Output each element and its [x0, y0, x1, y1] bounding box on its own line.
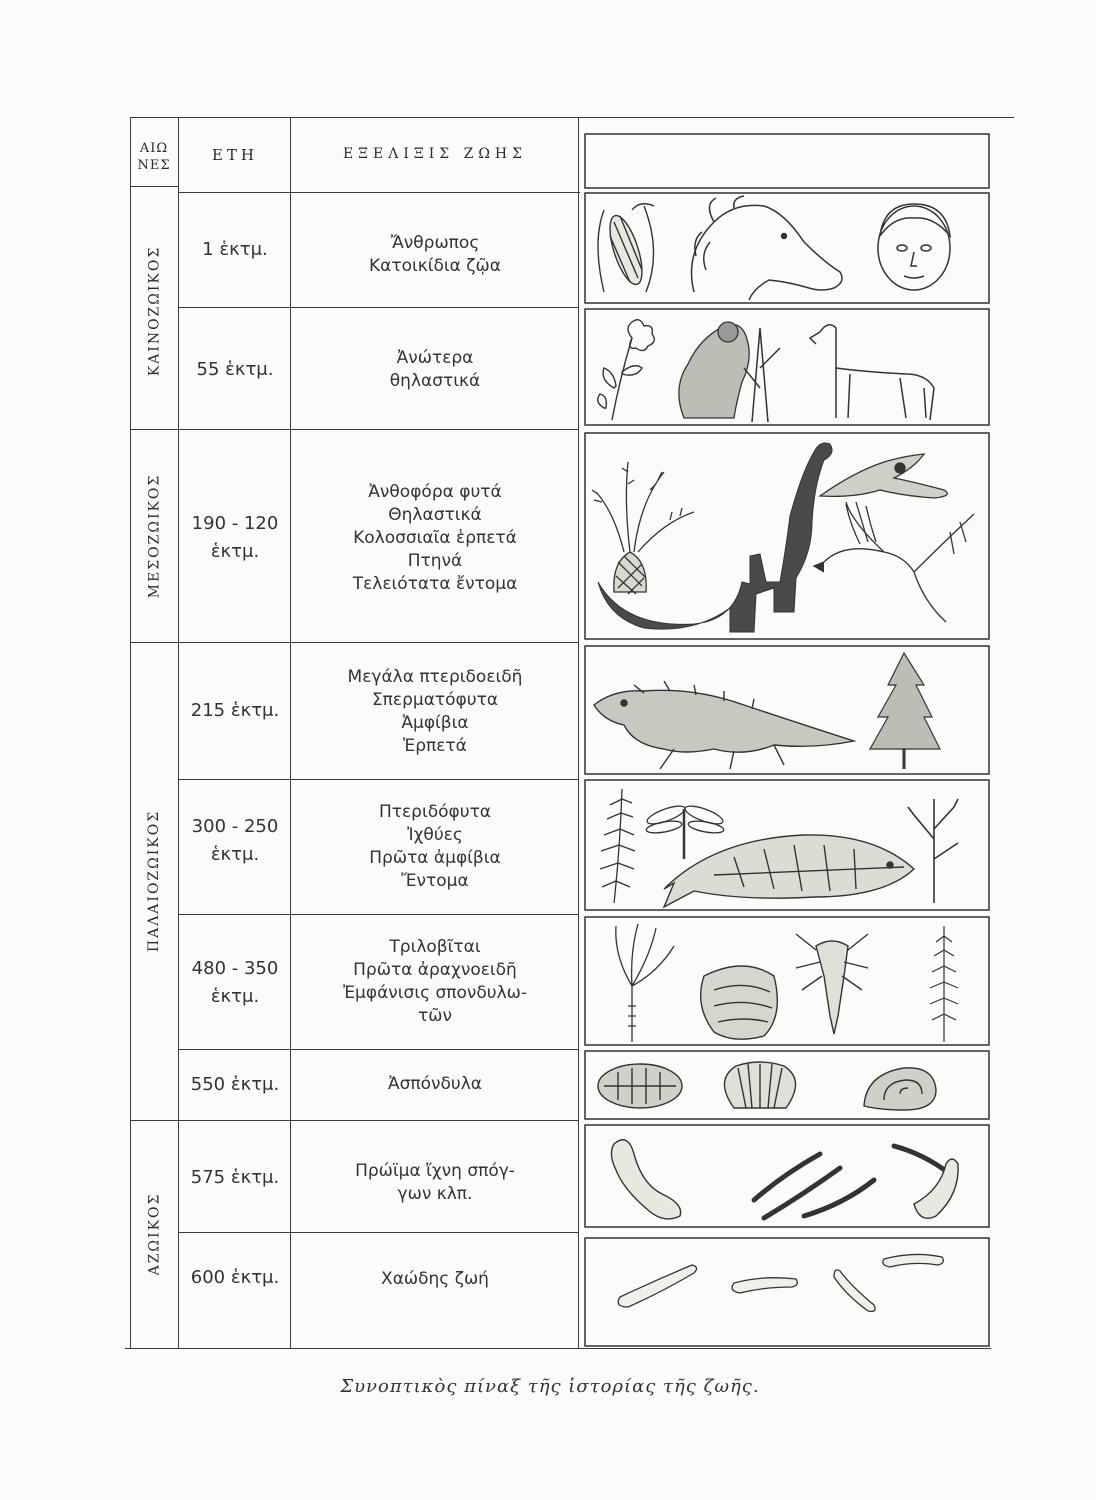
evolution-cell: [292, 666, 578, 758]
row-separator: [178, 429, 578, 430]
evolution-text: τῶν: [418, 1006, 452, 1026]
years-cell: [180, 356, 290, 384]
years-text: 190 - 120: [191, 513, 279, 534]
years-text: ἑκτμ.: [210, 986, 260, 1007]
cycad-icon: [592, 462, 694, 594]
evolution-text: Πρῶτα ἀραχνοειδῆ: [353, 960, 517, 980]
header-evolution: ΕΞΕΛΙΞΙΣ ΖΩΗΣ: [342, 146, 528, 162]
dinosaur-icon: [598, 443, 832, 632]
years-cell: [180, 1264, 290, 1292]
pterosaur-icon: [820, 454, 947, 498]
row-separator: [178, 307, 578, 308]
years-text: 550 ἑκτμ.: [190, 1074, 280, 1095]
caption: Συνοπτικὸς πίναξ τῆς ἱστορίας τῆς ζωῆς.: [340, 1376, 760, 1397]
tree-icon: [744, 328, 780, 422]
years-text: 215 ἑκτμ.: [190, 700, 280, 721]
table-top-rule: [130, 117, 1014, 118]
fern-icon: [600, 789, 635, 903]
row-separator: [178, 1120, 578, 1121]
evolution-text: Ἐμφάνισις σπονδυλω-: [342, 983, 528, 1003]
years-text: 600 ἑκτμ.: [190, 1267, 280, 1288]
evolution-text: Ἀσπόνδυλα: [387, 1074, 483, 1094]
scallop-icon: [724, 1062, 795, 1108]
aeon-right-border: [178, 117, 179, 1348]
years-cell: [180, 697, 290, 725]
worm-icon: [611, 1140, 680, 1219]
row-separator: [178, 779, 578, 780]
years-right-border: [290, 117, 291, 1348]
evolution-cell: [292, 232, 578, 278]
evolution-text: Πτηνά: [407, 551, 463, 571]
fish-icon: [664, 835, 914, 907]
evolution-cell: [292, 1073, 578, 1096]
evolution-cell: [292, 936, 578, 1028]
bear-icon: [679, 322, 749, 418]
dragonfly-icon: [645, 803, 725, 859]
era-cenozoic: [131, 192, 177, 429]
worm-icon: [914, 1159, 958, 1218]
years-text: ἑκτμ.: [210, 541, 260, 562]
picture-panel: [584, 308, 990, 426]
era-label: ΠΑΛΑΙΟΖΩΙΚΟΣ: [146, 809, 162, 953]
row-separator: [178, 914, 578, 915]
evolution-text: Τριλοβῖται: [389, 937, 481, 957]
llama-icon: [810, 325, 934, 420]
evolution-text: θηλαστικά: [389, 371, 481, 391]
human-head-icon: [878, 204, 950, 290]
evolution-text: Σπερματόφυτα: [371, 690, 499, 710]
evolution-text: Χαώδης ζωή: [381, 1269, 489, 1289]
picture-panel: [584, 1124, 990, 1228]
picture-panel: [584, 916, 990, 1046]
years-text: 1 ἑκτμ.: [202, 239, 268, 260]
evolution-cell: [292, 347, 578, 393]
years-text: ἑκτμ.: [210, 844, 260, 865]
reptile-icon: [594, 681, 854, 769]
tiny-worms-icon: [618, 1254, 943, 1311]
snail-icon: [864, 1068, 936, 1110]
years-text: 300 - 250: [191, 816, 279, 837]
years-text: 480 - 350: [191, 958, 279, 979]
picture-header-panel: [584, 133, 990, 189]
years-text: 575 ἑκτμ.: [190, 1167, 280, 1188]
evolution-text: Θηλαστικά: [388, 505, 482, 525]
era-azoic: [131, 1120, 177, 1348]
evolution-text: Κολοσσιαῖα ἑρπετά: [353, 528, 517, 548]
evolution-text: Πτεριδόφυτα: [378, 802, 492, 822]
picture-panel: [584, 645, 990, 775]
flower-plant-icon: [598, 320, 655, 420]
evolution-text: Μεγάλα πτεριδοειδῆ: [347, 667, 523, 687]
header-years: ΕΤΗ: [211, 146, 259, 164]
picture-panel: [584, 779, 990, 911]
header-rule: [178, 192, 580, 193]
branch-icon: [908, 799, 958, 903]
row-separator: [178, 1049, 578, 1050]
evolution-text: Τελειότατα ἔντομα: [352, 574, 518, 594]
evolution-text: Ἄνθρωπος: [390, 233, 480, 253]
evolution-text: Ἀνθοφόρα φυτά: [368, 482, 502, 502]
evolution-text: Ἀνώτερα: [396, 348, 474, 368]
evolution-cell: [292, 481, 578, 596]
evolution-right-border: [578, 117, 579, 1348]
years-cell: [180, 813, 290, 869]
horse-icon: [692, 196, 843, 300]
years-cell: [180, 1164, 290, 1192]
era-paleozoic: [131, 642, 177, 1120]
era-label: ΚΑΙΝΟΖΩΙΚΟΣ: [146, 245, 162, 376]
evolution-cell: [292, 1160, 578, 1206]
eurypterid-icon: [796, 934, 868, 1034]
evolution-text: Πρῶτα ἀμφίβια: [369, 848, 501, 868]
years-cell: [180, 955, 290, 1011]
row-separator: [178, 1232, 578, 1233]
plant-stalk-icon: [930, 926, 958, 1042]
trilobite-icon: [598, 1064, 682, 1108]
picture-panel: [584, 1237, 990, 1347]
table-bottom-rule: [125, 1348, 991, 1349]
years-text: 55 ἑκτμ.: [196, 359, 274, 380]
picture-panel: [584, 432, 990, 640]
picture-panel: [584, 192, 990, 304]
aeon-header-rule: [130, 186, 178, 187]
years-cell: [180, 1071, 290, 1099]
crinoid-icon: [616, 924, 674, 1042]
era-mesozoic: [131, 429, 177, 642]
picture-panel: [584, 1050, 990, 1120]
years-cell: [180, 236, 290, 264]
corn-icon: [598, 204, 654, 292]
evolution-text: Ἰχθύες: [407, 825, 463, 845]
evolution-text: Ἀμφίβια: [401, 713, 469, 733]
era-label: ΜΕΣΟΖΩΙΚΟΣ: [146, 473, 163, 598]
conifer-icon: [870, 653, 940, 769]
evolution-cell: [292, 1268, 578, 1291]
evolution-text: γων κλπ.: [397, 1184, 473, 1204]
evolution-text: Πρώϊμα ἴχνη σπόγ-: [355, 1161, 515, 1181]
evolution-text: Κατοικίδια ζῷα: [369, 256, 501, 276]
evolution-cell: [292, 801, 578, 893]
years-cell: [180, 510, 290, 566]
header-aeon: ΑΙΩ ΝΕΣ: [137, 141, 171, 173]
shell-icon: [701, 966, 778, 1039]
row-separator: [178, 642, 578, 643]
era-label: ΑΖΩΙΚΟΣ: [146, 1192, 162, 1276]
evolution-text: Ἔντομα: [401, 871, 469, 891]
evolution-text: Ἑρπετά: [403, 736, 467, 756]
archaeopteryx-icon: [814, 502, 974, 622]
